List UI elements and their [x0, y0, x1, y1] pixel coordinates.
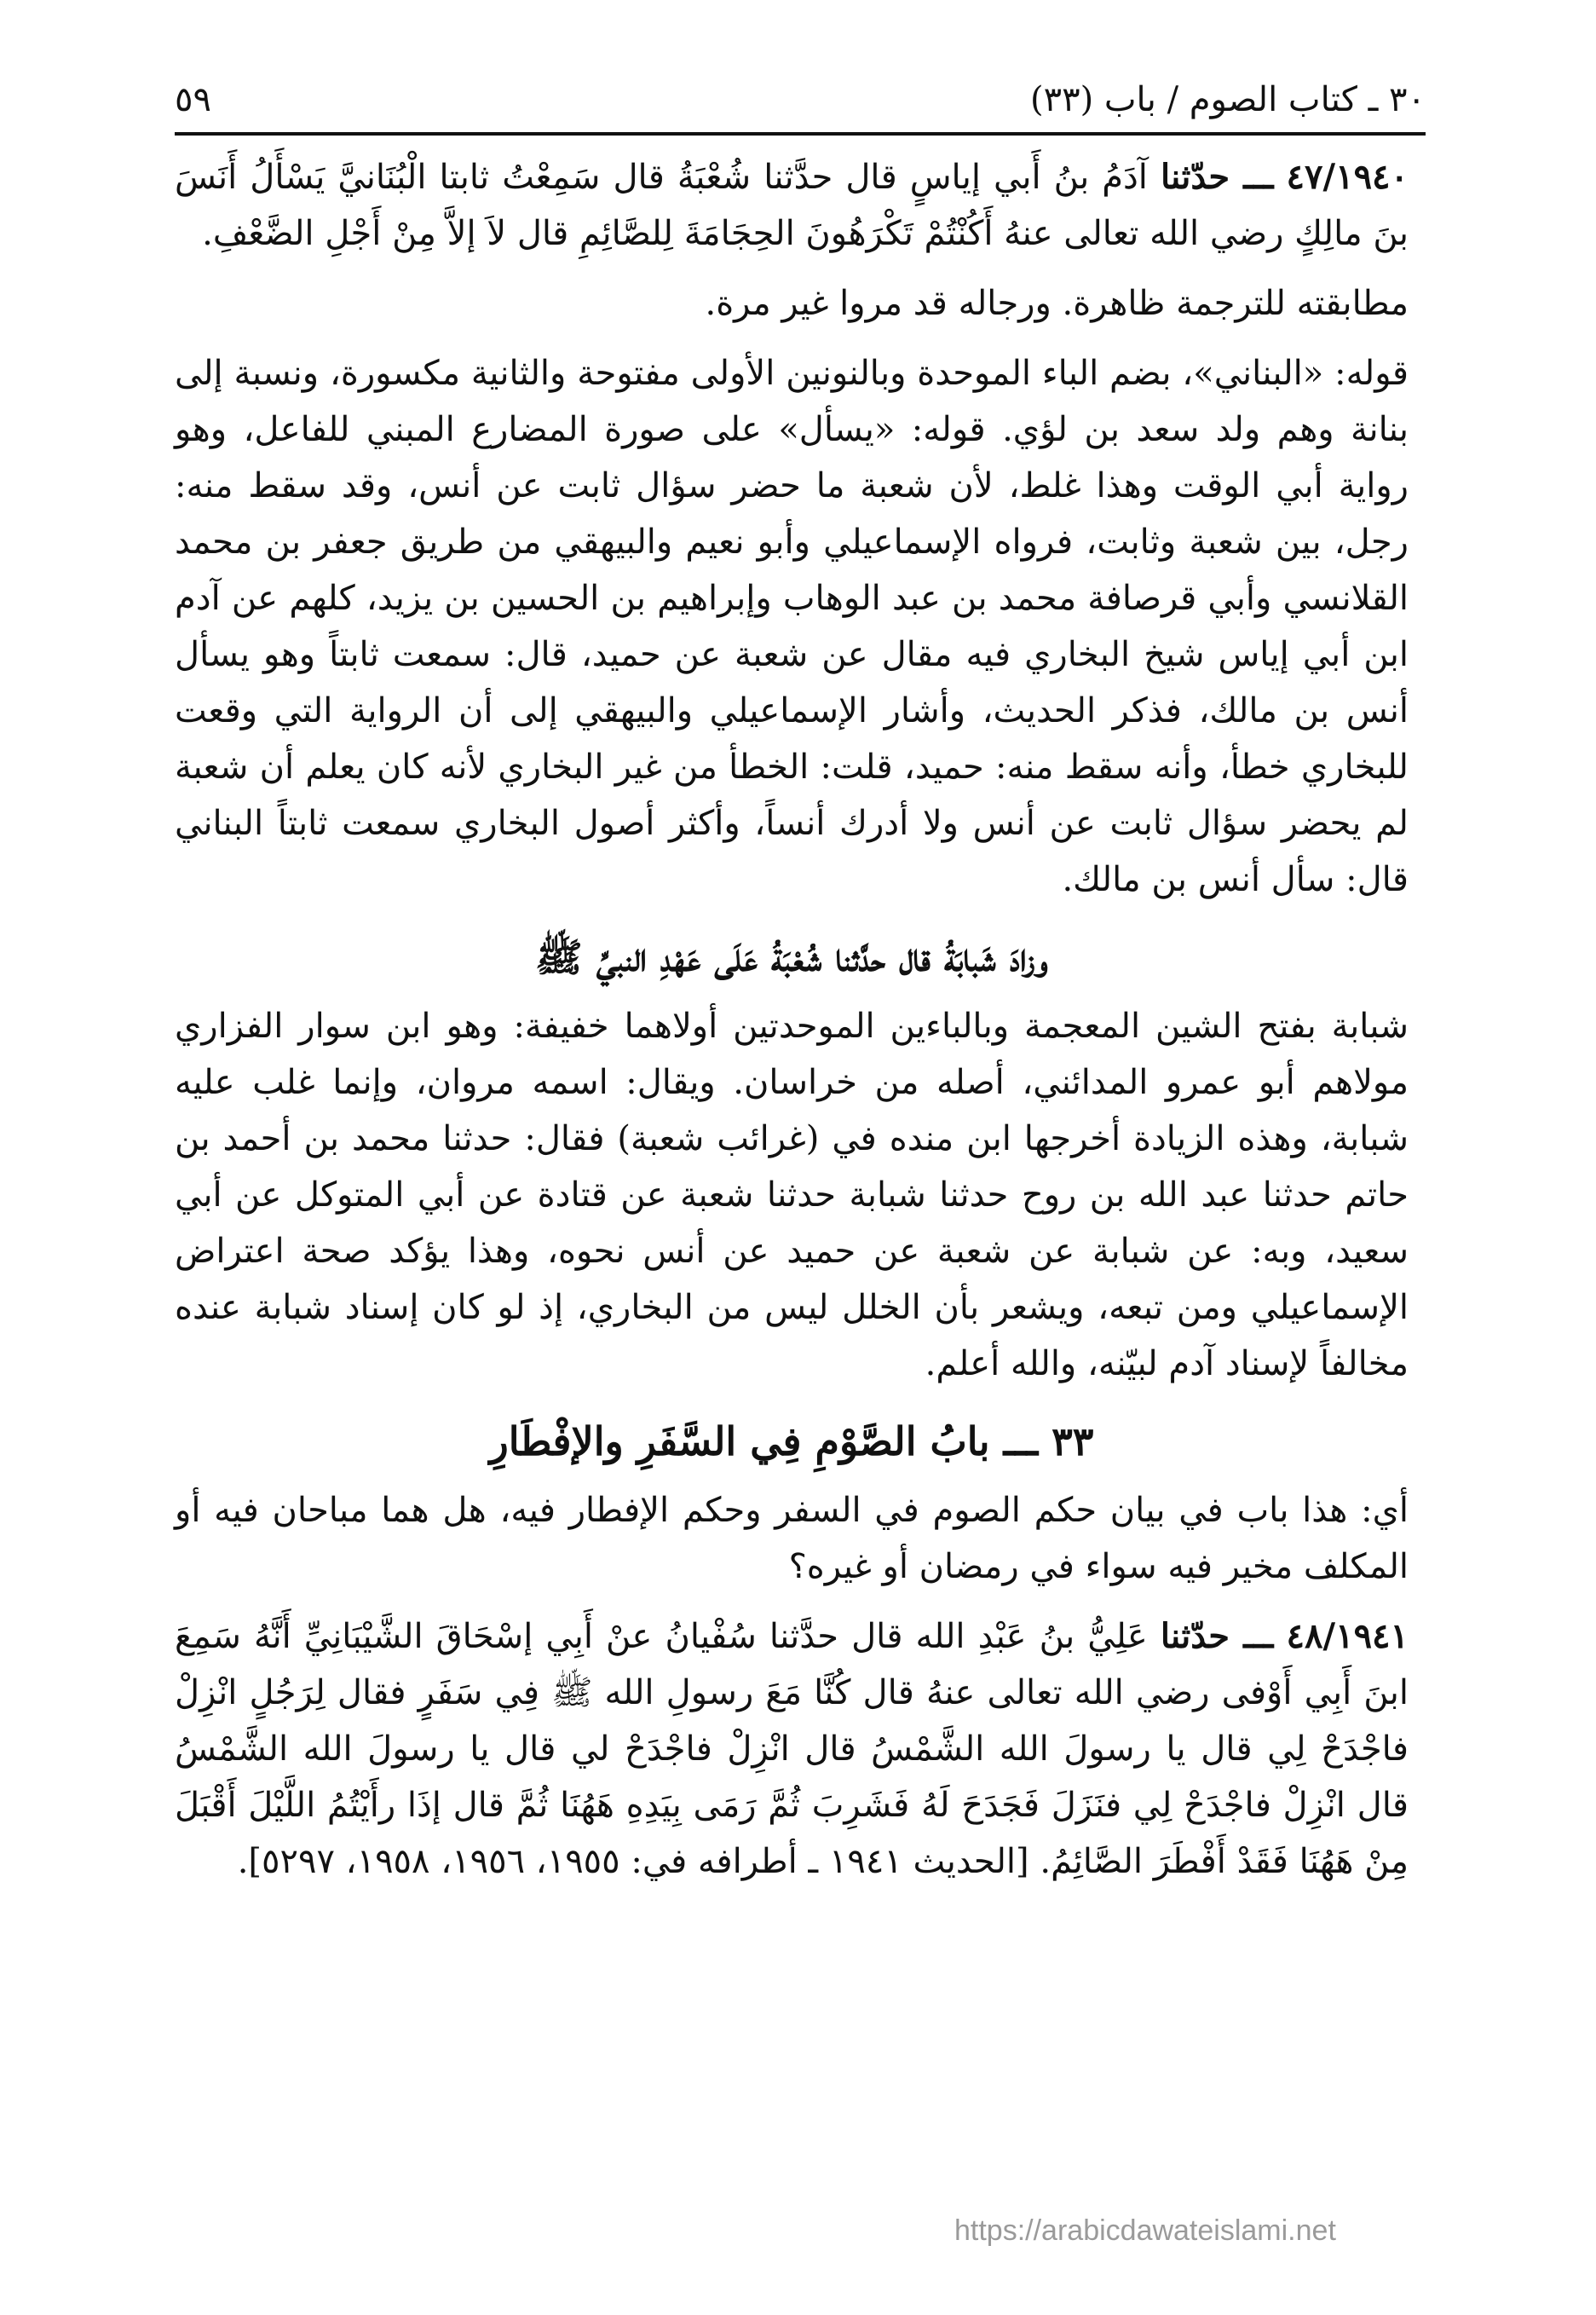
- hadith-1940: [175, 149, 1409, 262]
- hadith-1940-text: آدَمُ بنُ أَبي إياسٍ قال حدَّثنا شُعْبَةُ قال سَمِعْتُ ثابتا الْبُنَانيَّ يَسْأَلُ أَنَسَ بنَ مالِكٍ رضي الله تعالى عنهُ أَكُنْتُمْ تَكْرَهُونَ الحِجَامَةَ لِلصَّائِمِ قال لاَ إلاَّ مِنْ أَجْلِ الضَّعْفِ.: [175, 158, 1409, 253]
- hadith-1940-lead: ـــ حدّثنا: [1160, 157, 1274, 197]
- heading-shababa-addition: وزادَ شَبابَةُ قال حدَّثنا شُعْبَةُ عَلَى عَهْدِ النبيِّ ﷺ: [535, 934, 1048, 980]
- running-head: [175, 60, 1426, 119]
- commentary-paragraph-4: أي: هذا باب في بيان حكم الصوم في السفر وحكم الإفطار فيه، هل هما مباحان فيه أو المكلف مخير فيه سواء في رمضان أو غيره؟: [175, 1491, 1409, 1586]
- page-number: ٥٩: [175, 80, 211, 119]
- page-body: [175, 149, 1409, 1890]
- commentary-paragraph-3: شبابة بفتح الشين المعجمة وبالباءين الموحدتين أولاهما خفيفة: وهو ابن سوار الفزاري مولاهم أبو عمرو المدائني، أصله من خراسان. ويقال: اسمه مروان، وإنما غلب عليه شبابة، وهذه الزيادة أخرجها ابن منده في (غرائب شعبة) فقال: حدثنا محمد بن أحمد بن حاتم حدثنا عبد الله بن روح حدثنا شبابة حدثنا شعبة عن قتادة عن أبي المتوكل عن أبي سعيد، وبه: عن شبابة عن شعبة عن حميد عن أنس نحوه، وهذا يؤكد صحة اعتراض الإسماعيلي ومن تبعه، ويشعر بأن الخلل ليس من البخاري، إذ لو كان إسناد شبابة عنده مخالفاً لإسناد آدم لبيّنه، والله أعلم.: [175, 1007, 1409, 1383]
- commentary-paragraph-2: قوله: «البناني»، بضم الباء الموحدة وبالنونين الأولى مفتوحة والثانية مكسورة، ونسبة إلى بنانة وهم ولد سعد بن لؤي. قوله: «يسأل» على صورة المضارع المبني للفاعل، وهو رواية أبي الوقت وهذا غلط، لأن شعبة ما حضر سؤال ثابت عن أنس، وقد سقط منه: رجل، بين شعبة وثابت، فرواه الإسماعيلي وأبو نعيم والبيهقي من طريق جعفر بن محمد القلانسي وأبي قرصافة محمد بن عبد الوهاب وإبراهيم بن الحسين بن يزيد، كلهم عن آدم ابن أبي إياس شيخ البخاري فيه مقال عن شعبة عن حميد، قال: سمعت ثابتاً وهو يسأل أنس بن مالك، فذكر الحديث، وأشار الإسماعيلي والبيهقي إلى أن الرواية التي وقعت للبخاري خطأ، وأنه سقط منه: حميد، قلت: الخطأ من غير البخاري لأنه كان يعلم أن شعبة لم يحضر سؤال ثابت عن أنس ولا أدرك أنساً، وأكثر أصول البخاري سمعت ثابتاً البناني قال: سأل أنس بن مالك.: [175, 354, 1409, 899]
- watermark-url: https://arabicdawateislami.net: [954, 2214, 1336, 2247]
- chapter-heading-33: ٣٣ ـــ بابُ الصَّوْمِ فِي السَّفَرِ والإفْطَارِ: [489, 1418, 1094, 1464]
- hadith-1940-number: ٤٧/١٩٤٠: [1286, 157, 1409, 197]
- hadith-1941: [175, 1608, 1409, 1890]
- header-rule: [175, 132, 1426, 136]
- hadith-1941-lead: ـــ حدّثنا: [1160, 1616, 1274, 1656]
- running-head-title: ٣٠ ـ كتاب الصوم / باب (٣٣): [1030, 80, 1426, 119]
- commentary-paragraph-1: مطابقته للترجمة ظاهرة. ورجاله قد مروا غير مرة.: [705, 284, 1409, 323]
- hadith-1941-text: عَلِيُّ بنُ عَبْدِ الله قال حدَّثنا سُفْيانُ عنْ أَبِي إسْحَاقَ الشَّيْبَانِيِّ أَنَّهُ سَمِعَ ابنَ أَبِي أَوْفى رضي الله تعالى عنهُ قال كُنَّا مَعَ رسولِ الله ﷺ فِي سَفَرٍ فقال لِرَجُلٍ انْزِلْ فاجْدَحْ لِي قال يا رسولَ الله الشَّمْسُ قال انْزِلْ فاجْدَحْ لي قال يا رسولَ الله الشَّمْسُ قال انْزِلْ فاجْدَحْ لِي فنَزَلَ فَجَدَحَ لَهُ فَشَرِبَ ثُمَّ رَمَى بِيَدِهِ هَهُنَا ثُمَّ قال إذَا رأَيْتُمُ اللَّيْلَ أَقْبَلَ مِنْ هَهُنَا فَقَدْ أَفْطَرَ الصَّائِمُ. [الحديث ١٩٤١ ـ أطرافه في: ١٩٥٥، ١٩٥٦، ١٩٥٨، ٥٢٩٧].: [175, 1617, 1409, 1881]
- hadith-1941-number: ٤٨/١٩٤١: [1286, 1616, 1409, 1656]
